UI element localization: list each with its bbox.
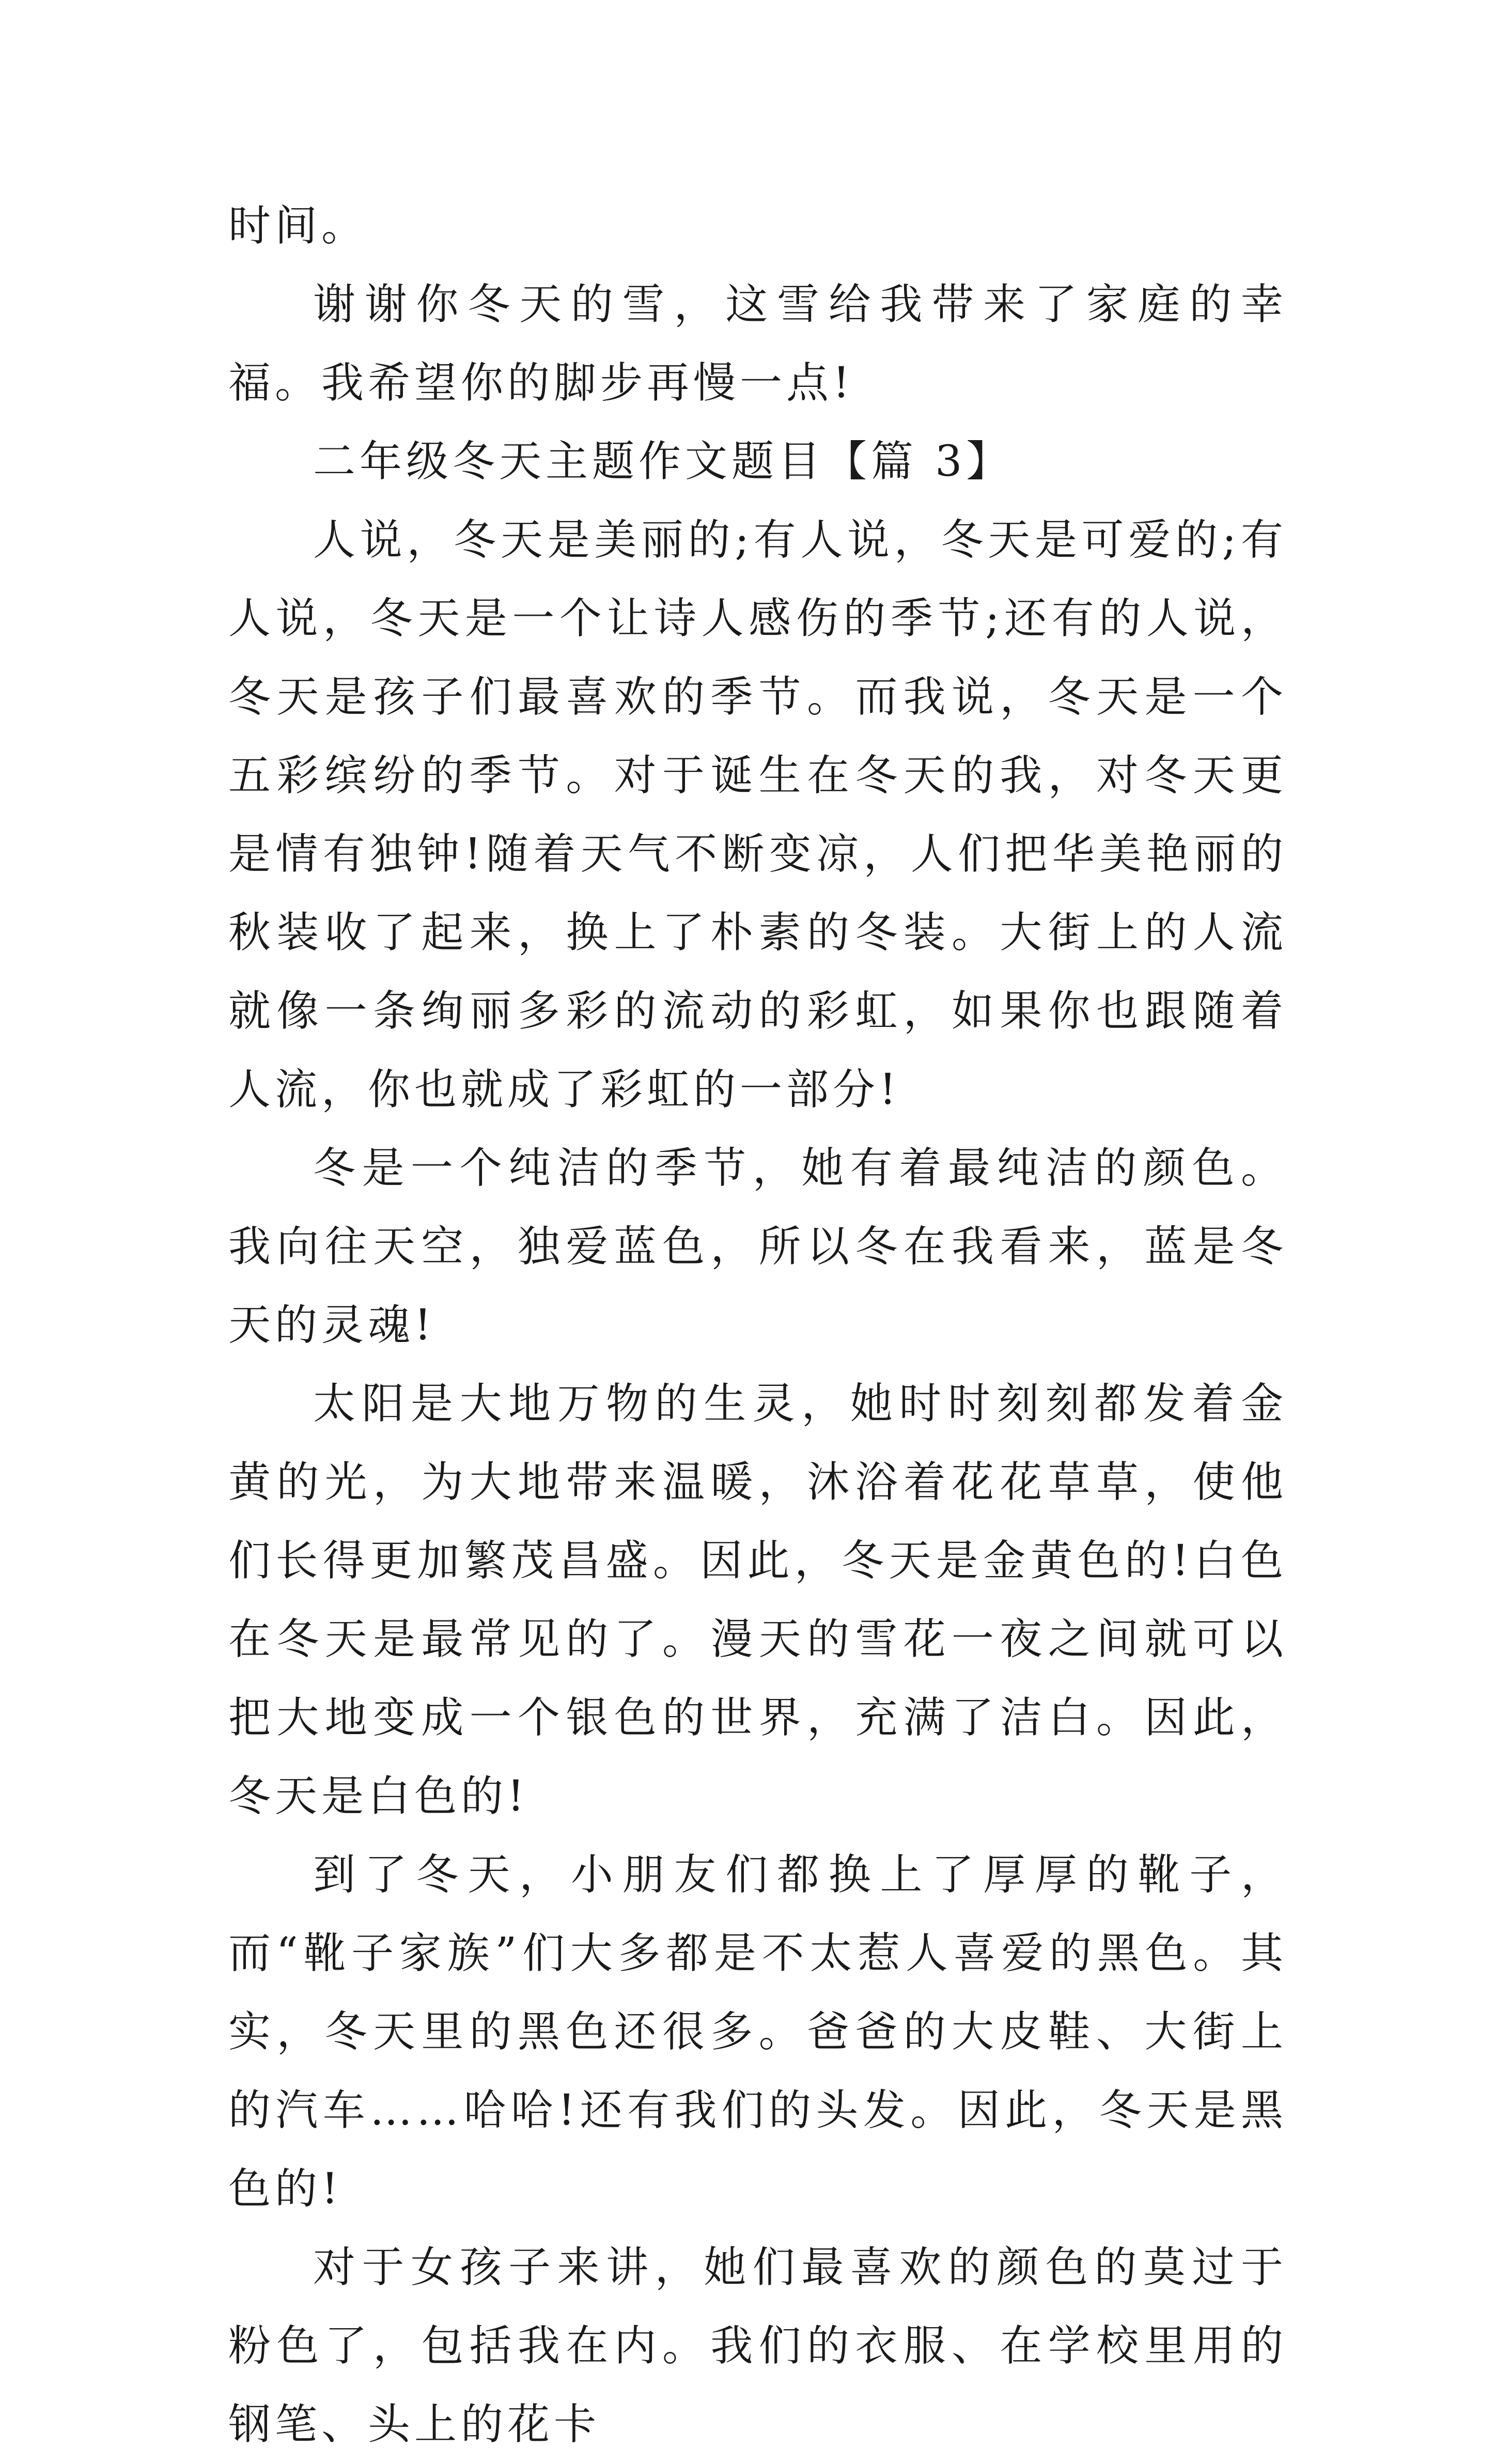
paragraph-winter-colorful: 人说，冬天是美丽的;有人说，冬天是可爱的;有人说，冬天是一个让诗人感伤的季节;还有的人说，冬天是孩子们最喜欢的季节。而我说，冬天是一个五彩缤纷的季节。对于诞生在冬天的我，对冬天更是情有独钟!随着天气不断变凉，人们把华美艳丽的秋装收了起来，换上了朴素的冬装。大街上的人流就像一条绚丽多彩的流动的彩虹，如果你也跟随着人流，你也就成了彩虹的一部分! — [228, 516, 1287, 1114]
paragraph-gold-white: 太阳是大地万物的生灵，她时时刻刻都发着金黄的光，为大地带来温暖，沐浴着花花草草，使他们长得更加繁茂昌盛。因此，冬天是金黄色的!白色在冬天是最常见的了。漫天的雪花一夜之间就可以把大地变成一个银色的世界，充满了洁白。因此，冬天是白色的! — [228, 1379, 1287, 1821]
paragraph-continuation: 时间。 — [228, 201, 368, 251]
section-heading: 二年级冬天主题作文题目【篇 3】 — [313, 437, 1013, 486]
paragraph-blue: 冬是一个纯洁的季节，她有着最纯洁的颜色。我向往天空，独爱蓝色，所以冬在我看来，蓝是冬天的灵魂! — [228, 1144, 1287, 1350]
paragraph-black: 到了冬天，小朋友们都换上了厚厚的靴子，而“靴子家族”们大多都是不太惹人喜爱的黑色。其实，冬天里的黑色还很多。爸爸的大皮鞋、大街上的汽车……哈哈!还有我们的头发。因此，冬天是黑色的! — [228, 1850, 1287, 2213]
paragraph-thanks-snow: 谢谢你冬天的雪，这雪给我带来了家庭的幸福。我希望你的脚步再慢一点! — [228, 280, 1287, 408]
document-body — [228, 187, 1287, 2464]
paragraph-pink: 对于女孩子来讲，她们最喜欢的颜色的莫过于粉色了，包括我在内。我们的衣服、在学校里用的钢笔、头上的花卡 — [228, 2243, 1287, 2449]
